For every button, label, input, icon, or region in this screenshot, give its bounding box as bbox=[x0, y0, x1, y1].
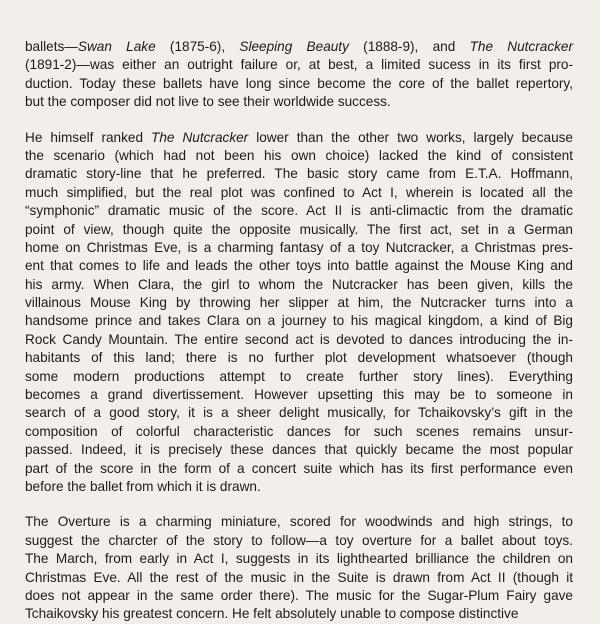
text-line bbox=[25, 368, 573, 386]
text-segment: the scenario (which had not been his own choice) lacked the kind of consistent bbox=[25, 147, 573, 163]
text-segment: becomes a grand divertissement. However upsetting this may be to someone in bbox=[25, 387, 573, 403]
text-segment: part of the score in the form of a concert suite which has its first performance even bbox=[25, 460, 573, 476]
text-segment: search of a good story, it is a sheer delight musically, for Tchaikovsky’s gift in the bbox=[25, 405, 573, 421]
text-segment: composition of colorful characteristic dances for such scenes remains unsur- bbox=[25, 423, 573, 439]
text-segment: does not appear in the same order there). The music for the Sugar-Plum Fairy gave bbox=[25, 587, 573, 603]
text-line bbox=[25, 605, 573, 623]
text-segment: point of view, though quite the opposite musically. The first act, set in a German bbox=[25, 221, 573, 237]
text-segment: passed. Indeed, it is precisely these dances that quickly became the most popular bbox=[25, 442, 573, 458]
text-segment: He himself ranked bbox=[25, 129, 152, 145]
text-line bbox=[25, 478, 573, 496]
italic-title: The Nutcracker bbox=[469, 39, 573, 54]
text-segment: Tchaikovsky his greatest concern. He felt absolutely unable to compose distinctive bbox=[25, 606, 519, 622]
text-line bbox=[25, 221, 573, 239]
text-segment: his army. When Clara, the girl to whom the Nutcracker has been given, kills the bbox=[25, 276, 573, 292]
text-segment: Rock Candy Mountain. The entire second act is devoted to dances introducing the in- bbox=[25, 331, 573, 347]
text-line bbox=[25, 587, 573, 605]
text-segment: The March, from early in Act I, suggests in its lighthearted brilliance the children on bbox=[25, 551, 573, 567]
text-line bbox=[25, 532, 573, 550]
text-segment: habitants of this land; there is no further plot development whatsoever (though bbox=[25, 350, 573, 366]
text-line bbox=[25, 165, 573, 183]
text-segment: ent that comes to life and leads the other toys into battle against the Mouse King and bbox=[25, 258, 573, 274]
italic-title: Sleeping Beauty bbox=[239, 39, 349, 54]
text-segment: (1875-6), bbox=[155, 39, 240, 54]
text-segment: some modern productions attempt to create further story lines). Everything bbox=[25, 368, 573, 384]
text-segment: home on Christmas Eve, is a charming fantasy of a toy Nutcracker, a Christmas pres- bbox=[25, 239, 573, 255]
text-segment: (1891-2)—was either an outright failure or, at best, a limited sucess in its first pro- bbox=[25, 57, 573, 73]
text-segment: villainous Mouse King by throwing her slipper at him, the Nutcracker turns into a bbox=[25, 295, 573, 311]
text-segment: The Overture is a charming miniature, scored for woodwinds and high strings, to bbox=[25, 514, 573, 530]
italic-title: The Nutcracker bbox=[151, 129, 249, 145]
text-line bbox=[25, 75, 573, 93]
text-line bbox=[25, 460, 573, 478]
paragraph bbox=[25, 129, 573, 497]
text-line bbox=[25, 441, 573, 459]
text-segment: suggest the charcter of the story to follow—a toy overture for a ballet about toys. bbox=[25, 532, 573, 548]
text-line bbox=[25, 202, 573, 220]
text-line bbox=[25, 239, 573, 257]
text-line bbox=[25, 276, 573, 294]
text-segment: lower than the other two works, largely because bbox=[248, 129, 573, 145]
text-line bbox=[25, 257, 573, 275]
text-segment: Christmas Eve. All the rest of the music in the Suite is drawn from Act II (though it bbox=[25, 569, 573, 585]
text-segment: much simplified, but the real plot was confined to Act I, wherein is located all the bbox=[25, 184, 573, 200]
text-line bbox=[25, 93, 573, 111]
italic-title: Swan Lake bbox=[77, 39, 156, 54]
text-line bbox=[25, 569, 573, 587]
liner-notes-page bbox=[25, 38, 573, 624]
text-line bbox=[25, 386, 573, 404]
text-line bbox=[25, 404, 573, 422]
text-segment: “symphonic” dramatic music of the score. Act II is anti-climactic from the dramatic bbox=[25, 203, 573, 219]
text-segment: duction. Today these ballets have long since become the core of the ballet repertory, bbox=[25, 75, 573, 91]
text-line bbox=[25, 349, 573, 367]
text-segment: ballets— bbox=[25, 39, 78, 54]
text-line bbox=[25, 184, 573, 202]
text-line bbox=[25, 513, 573, 531]
text-line bbox=[25, 331, 573, 349]
text-segment: (1888-9), and bbox=[348, 39, 470, 54]
text-line bbox=[25, 312, 573, 330]
text-line bbox=[25, 550, 573, 568]
text-segment: but the composer did not live to see their worldwide success. bbox=[25, 94, 391, 110]
text-segment: before the ballet from which it is drawn. bbox=[25, 478, 261, 494]
text-line bbox=[25, 56, 573, 74]
paragraph bbox=[25, 38, 573, 112]
text-line bbox=[25, 294, 573, 312]
text-line bbox=[25, 38, 573, 56]
text-line bbox=[25, 147, 573, 165]
paragraph bbox=[25, 513, 573, 623]
text-segment: dramatic story-line that he preferred. The basic story came from E.T.A. Hoffmann, bbox=[25, 166, 573, 182]
text-segment: handsome prince and takes Clara on a journey to his magical kingdom, a kind of Big bbox=[25, 313, 573, 329]
text-line bbox=[25, 129, 573, 147]
text-line bbox=[25, 423, 573, 441]
